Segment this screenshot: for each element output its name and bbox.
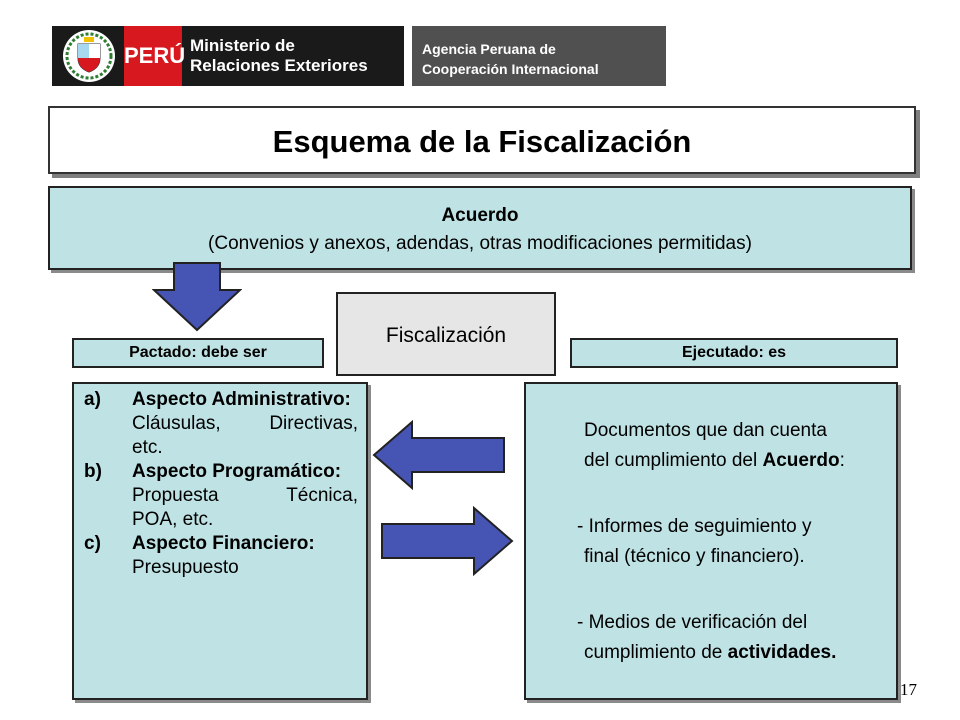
down-arrow-icon [152, 262, 242, 332]
executed-documents-box [524, 382, 898, 700]
aspect-item-programmatic [84, 460, 358, 532]
ministry-name [190, 36, 400, 76]
peru-label: PERÚ [124, 26, 182, 86]
reports-line-2: final (técnico y financiero). [584, 546, 805, 567]
down-arrow-shape [154, 263, 240, 330]
agreed-aspects-box [72, 382, 368, 700]
slide-title: Esquema de la Fiscalización [48, 106, 916, 174]
aspect-description-end: POA, etc. [132, 509, 214, 530]
agreement-subtitle: (Convenios y anexos, adendas, otras modificaciones permitidas) [208, 233, 752, 254]
right-arrow-shape [382, 508, 512, 574]
verification-line-1: - Medios de verificación del [577, 612, 808, 633]
aspect-heading: Aspecto Administrativo: [132, 389, 351, 410]
agency-logo [412, 26, 666, 86]
documents-line-2 [584, 446, 845, 476]
agency-line-1: Agencia Peruana de [422, 41, 556, 57]
aspect-description: Cláusulas, Directivas, [132, 413, 358, 434]
agreement-emphasis: Acuerdo [762, 450, 840, 471]
reports-line-1: - Informes de seguimiento y [577, 516, 812, 537]
aspect-description-end: etc. [132, 437, 163, 458]
aspect-heading: Aspecto Financiero: [132, 533, 315, 554]
verification-line-2-text: cumplimiento de [584, 642, 728, 663]
aspect-description: Presupuesto [132, 557, 239, 578]
aspect-marker: b) [84, 461, 102, 482]
fiscalization-box: Fiscalización [336, 292, 556, 376]
agreed-label: Pactado: debe ser [72, 338, 324, 368]
activities-emphasis: actividades. [727, 642, 837, 663]
aspect-heading: Aspecto Programático: [132, 461, 342, 482]
aspect-marker: a) [84, 389, 101, 410]
ministry-line-2: Relaciones Exteriores [190, 56, 368, 75]
executed-label: Ejecutado: es [570, 338, 898, 368]
aspect-marker: c) [84, 533, 101, 554]
aspect-item-administrative [84, 388, 358, 460]
ministry-line-1: Ministerio de [190, 36, 295, 55]
aspect-description: Propuesta Técnica, [132, 485, 358, 506]
documents-line-2-end: : [839, 450, 845, 471]
left-arrow-icon [372, 420, 508, 490]
peru-ministry-logo [52, 26, 404, 86]
documents-line-1: Documentos que dan cuenta [584, 420, 827, 441]
agency-line-2: Cooperación Internacional [422, 61, 599, 77]
documents-line-2-text: del cumplimiento del [584, 450, 763, 471]
left-arrow-shape [374, 422, 504, 488]
verification-line-2 [584, 638, 836, 668]
agreement-box [48, 186, 912, 270]
aspect-item-financial [84, 532, 358, 580]
right-arrow-icon [380, 506, 514, 576]
agreement-title: Acuerdo [441, 205, 519, 226]
coat-of-arms-icon [58, 28, 120, 84]
page-number: 17 [900, 680, 917, 699]
